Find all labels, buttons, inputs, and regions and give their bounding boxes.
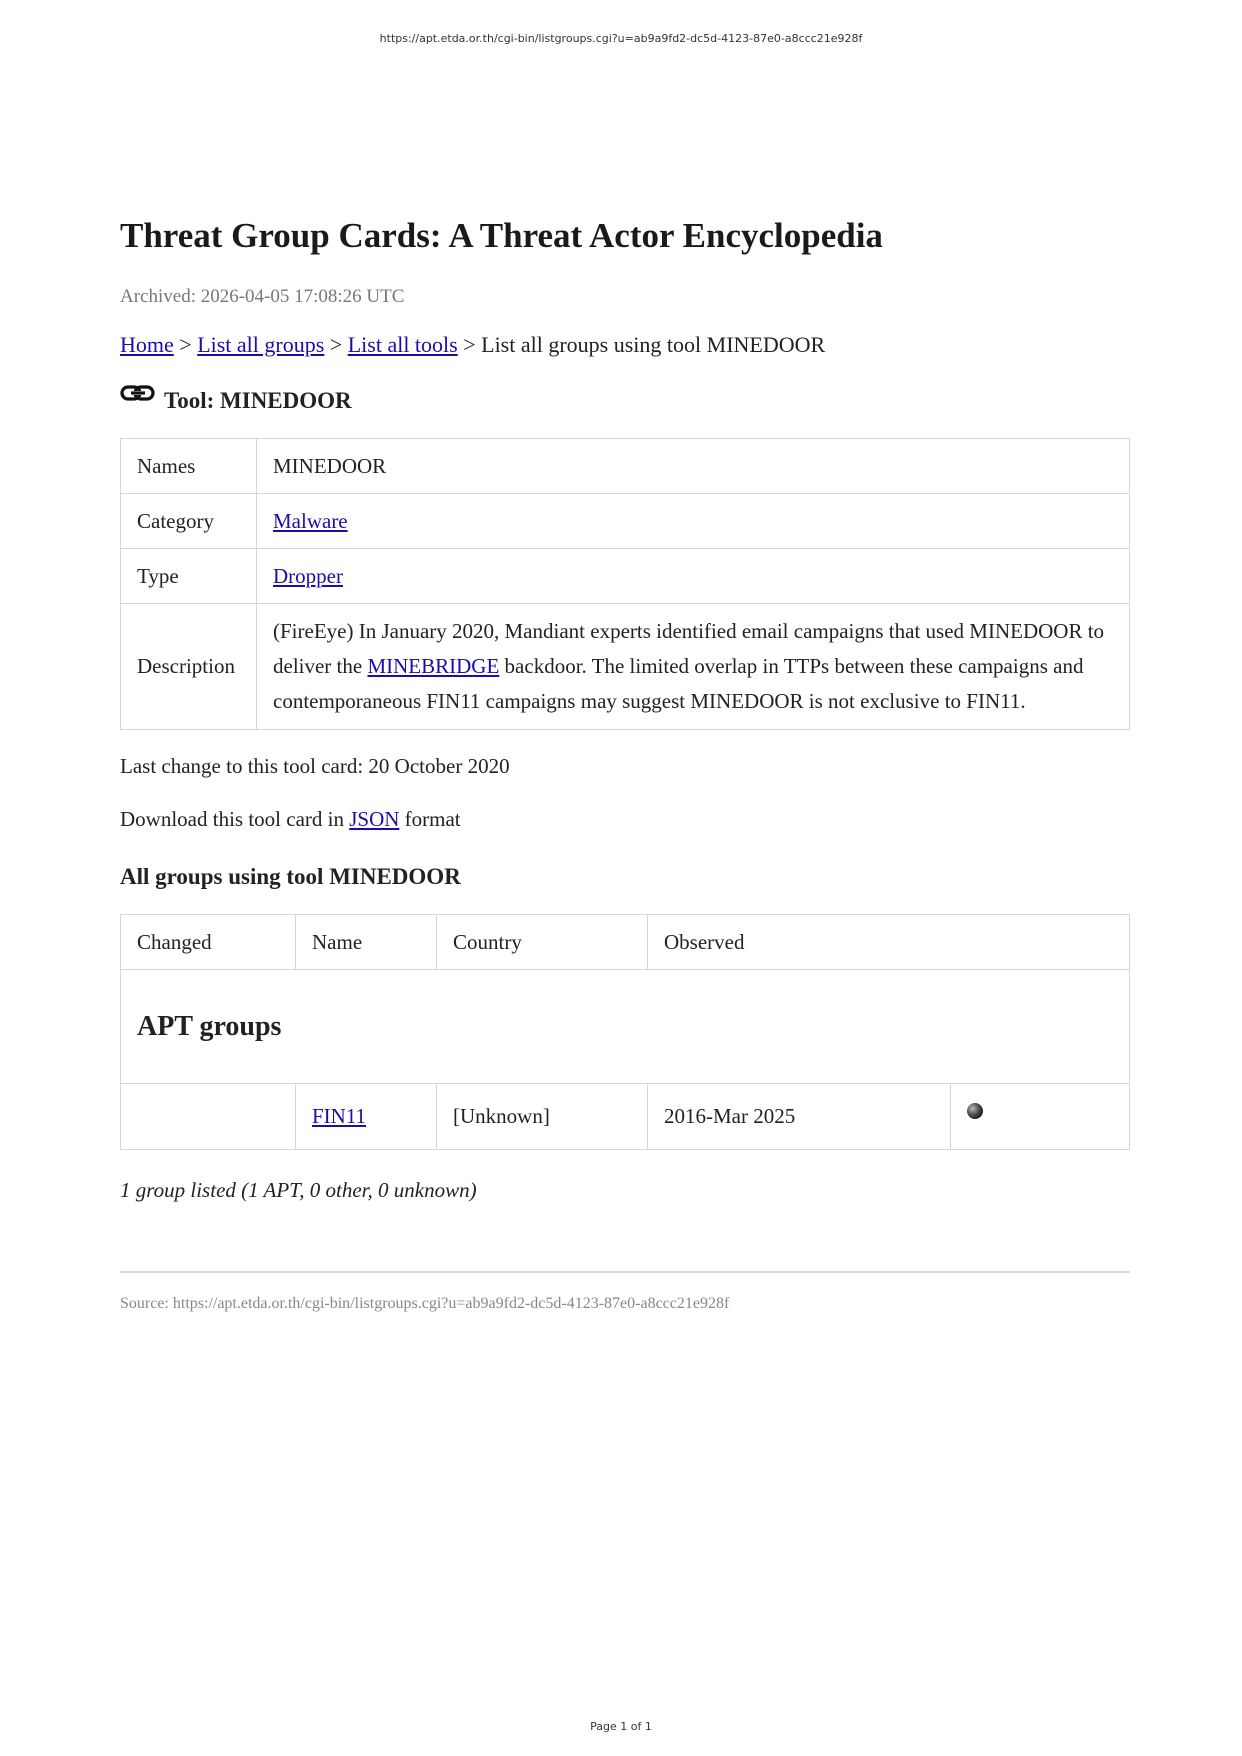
source-url: Source: https://apt.etda.or.th/cgi-bin/listgroups.cgi?u=ab9a9fd2-dc5d-4123-87e0-a8ccc21e928f — [120, 1295, 730, 1312]
page-footer: Page 1 of 1 — [590, 1720, 652, 1733]
section-label: APT groups — [121, 970, 1130, 1084]
column-header-changed: Changed — [121, 915, 296, 970]
category-link[interactable]: Malware — [273, 508, 348, 533]
main-content — [120, 210, 1130, 1313]
groups-table — [120, 914, 1130, 1150]
groups-heading: All groups using tool MINEDOOR — [120, 864, 461, 889]
download-line — [120, 807, 1130, 832]
breadcrumb-current: > List all groups using tool MINEDOOR — [457, 332, 826, 357]
table-row — [121, 1084, 1130, 1150]
table-row — [121, 439, 1130, 494]
download-suffix: format — [399, 807, 461, 831]
breadcrumb-separator: > — [173, 332, 198, 357]
country-cell: [Unknown] — [437, 1084, 648, 1150]
divider — [120, 1271, 1130, 1273]
black-dot-icon — [967, 1103, 983, 1119]
column-header-observed: Observed — [648, 915, 1130, 970]
breadcrumb-separator: > — [324, 332, 348, 357]
column-header-name: Name — [296, 915, 437, 970]
minebridge-link[interactable]: MINEBRIDGE — [367, 654, 500, 678]
type-link[interactable]: Dropper — [273, 563, 343, 588]
table-row — [121, 604, 1130, 730]
status-cell — [951, 1084, 1130, 1150]
breadcrumb-tools-link[interactable]: List all tools — [347, 332, 458, 357]
tool-card-table — [120, 438, 1130, 730]
archived-timestamp: Archived: 2026-04-05 17:08:26 UTC — [120, 286, 405, 307]
table-row — [121, 494, 1130, 549]
tool-heading — [120, 388, 1130, 414]
type-label: Type — [121, 549, 257, 604]
breadcrumb — [120, 332, 1130, 358]
json-download-link[interactable]: JSON — [349, 807, 400, 831]
names-value: MINEDOOR — [257, 439, 1130, 494]
tool-heading-text: Tool: MINEDOOR — [164, 388, 352, 413]
description-text: (FireEye) In January 2020, Mandiant experts identified email campaigns that used MINEDOOR to deliver the — [273, 619, 1105, 678]
changed-cell — [121, 1084, 296, 1150]
breadcrumb-groups-link[interactable]: List all groups — [197, 332, 325, 357]
category-label: Category — [121, 494, 257, 549]
groups-summary: 1 group listed (1 APT, 0 other, 0 unknown) — [120, 1178, 477, 1202]
last-change-text: Last change to this tool card: 20 October 2020 — [120, 754, 510, 778]
description-label: Description — [121, 604, 257, 730]
name-cell — [296, 1084, 437, 1150]
breadcrumb-home-link[interactable]: Home — [120, 332, 174, 357]
column-header-country: Country — [437, 915, 648, 970]
page-title: Threat Group Cards: A Threat Actor Encyclopedia — [120, 216, 883, 255]
description-value — [257, 604, 1130, 730]
table-row — [121, 549, 1130, 604]
group-link-fin11[interactable]: FIN11 — [312, 1104, 367, 1128]
names-label: Names — [121, 439, 257, 494]
category-cell — [257, 494, 1130, 549]
description-text: backdoor. The limited overlap in TTPs between these campaigns and contemporaneous FIN11 campaigns may suggest MINEDOOR is not exclusive to FIN11. — [273, 654, 1084, 713]
section-row — [121, 970, 1130, 1084]
link-icon — [120, 382, 156, 408]
table-header-row — [121, 915, 1130, 970]
download-prefix: Download this tool card in — [120, 807, 350, 831]
type-cell — [257, 549, 1130, 604]
observed-cell: 2016-Mar 2025 — [648, 1084, 951, 1150]
print-header-url: https://apt.etda.or.th/cgi-bin/listgroups.cgi?u=ab9a9fd2-dc5d-4123-87e0-a8ccc21e928f — [379, 32, 863, 45]
